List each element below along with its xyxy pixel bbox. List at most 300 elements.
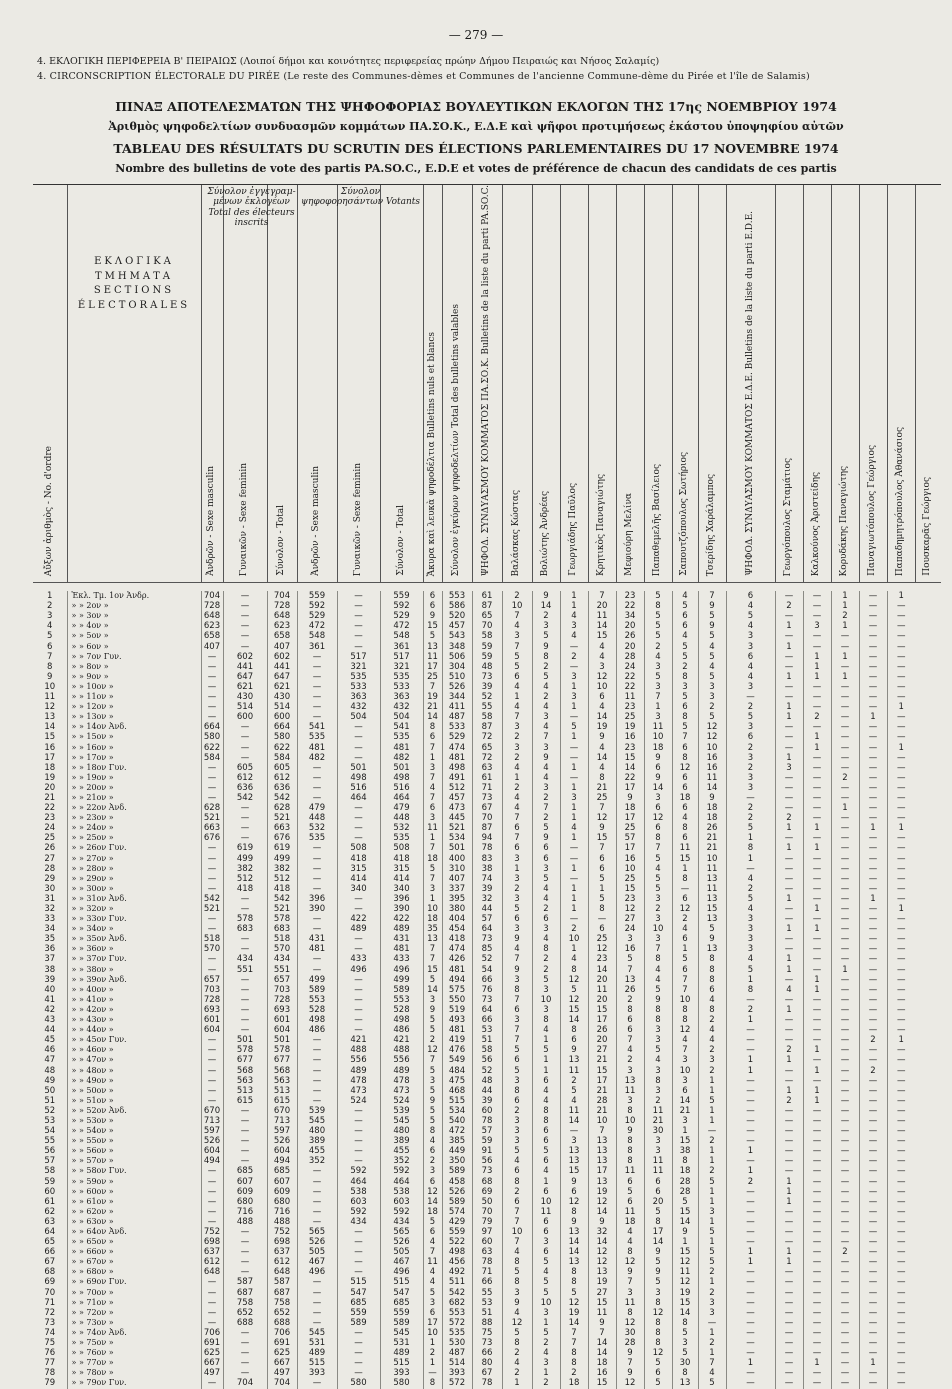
cell: 9 <box>423 611 442 621</box>
cell: — <box>803 611 831 621</box>
cell: 658 <box>267 631 297 641</box>
cell: — <box>297 1187 337 1197</box>
cell: 20 <box>616 621 644 631</box>
cell: 3 <box>672 1055 698 1065</box>
cell: 1 <box>698 1197 726 1207</box>
cell: — <box>831 1045 859 1055</box>
cell: — <box>859 773 887 783</box>
cell: 612 <box>267 773 297 783</box>
cell: 4 <box>616 1237 644 1247</box>
cell: 8 <box>502 1086 532 1096</box>
cell: 13 <box>423 642 442 652</box>
row-number: 61 <box>44 1196 56 1207</box>
district-heading-french: 4. CIRCONSCRIPTION ÉLECTORALE DU PIRÉE (Le reste des Communes-dèmes et Communes de l'ancienne Commune-dème du Pirée et l'île de Salamis) <box>37 71 810 82</box>
cell: — <box>887 813 915 823</box>
cell: 609 <box>223 1187 267 1197</box>
cell: — <box>775 652 803 662</box>
cell: — <box>775 1207 803 1217</box>
table-row <box>33 975 941 985</box>
cell: 685 <box>223 1166 267 1176</box>
section-name: » » 48ον » <box>67 1066 201 1076</box>
cell: 601 <box>201 1015 223 1025</box>
cell: 586 <box>442 601 472 611</box>
cell: 8 <box>672 712 698 722</box>
cell: 551 <box>267 965 297 975</box>
cell: 2 <box>831 611 859 621</box>
cell: 8 <box>644 1328 672 1338</box>
cell: 12 <box>698 732 726 742</box>
cell: 474 <box>442 944 472 954</box>
cell: 12 <box>588 1197 616 1207</box>
row-number: 47 <box>44 1055 56 1066</box>
cell: 4 <box>698 995 726 1005</box>
cell: 21 <box>644 1116 672 1126</box>
cell: 12 <box>672 904 698 914</box>
cell: 6 <box>502 672 532 682</box>
cell: 609 <box>267 1187 297 1197</box>
cell: — <box>297 1076 337 1086</box>
section-name: » » 23ον » <box>67 813 201 823</box>
cell: — <box>803 1247 831 1257</box>
cell: 91 <box>472 1146 502 1156</box>
cell: — <box>831 1318 859 1328</box>
cell: 310 <box>442 864 472 874</box>
cell: 6 <box>672 934 698 944</box>
cell: — <box>775 1277 803 1287</box>
cell: 8 <box>560 1348 588 1358</box>
cell: 8 <box>560 1277 588 1287</box>
cell: 393 <box>297 1368 337 1378</box>
row-number: 16 <box>44 742 56 753</box>
cell: 728 <box>267 601 297 611</box>
cell: 604 <box>201 1025 223 1035</box>
cell: 1 <box>532 1177 560 1187</box>
cell: 5 <box>588 874 616 884</box>
row-number: 40 <box>44 984 56 995</box>
cell: — <box>223 1338 267 1348</box>
cell: 1 <box>803 904 831 914</box>
row-number: 44 <box>44 1025 56 1036</box>
cell: 6 <box>502 1005 532 1015</box>
cell: 430 <box>223 692 267 702</box>
cell: — <box>223 1126 267 1136</box>
cell: — <box>337 732 380 742</box>
cell: — <box>223 1015 267 1025</box>
cell: 10 <box>532 1298 560 1308</box>
cell: — <box>887 1227 915 1237</box>
cell: 12 <box>423 1045 442 1055</box>
row-number: 32 <box>44 904 56 914</box>
cell: 67 <box>472 1368 502 1378</box>
cell: 3 <box>672 1076 698 1086</box>
cell: 396 <box>380 894 423 904</box>
cell: 5 <box>423 1288 442 1298</box>
cell: 1 <box>560 591 588 601</box>
cell: 14 <box>423 712 442 722</box>
cell: — <box>775 682 803 692</box>
section-name: » » 26ον Γυν. <box>67 843 201 853</box>
cell: 6 <box>423 732 442 742</box>
cell: 6 <box>672 743 698 753</box>
table-row <box>33 874 941 884</box>
cell: — <box>831 1358 859 1368</box>
cell: 496 <box>297 1267 337 1277</box>
row-number: 5 <box>47 631 53 642</box>
cell: 2 <box>423 1035 442 1045</box>
cell: 487 <box>442 712 472 722</box>
row-number: 31 <box>44 893 56 904</box>
cell: 592 <box>337 1207 380 1217</box>
cell: — <box>775 803 803 813</box>
cell: 524 <box>337 1096 380 1106</box>
table-row <box>33 662 941 672</box>
cell: — <box>297 965 337 975</box>
cell: 15 <box>588 1066 616 1076</box>
cell: 11 <box>588 611 616 621</box>
cell: 12 <box>502 1318 532 1328</box>
cell: — <box>223 1237 267 1247</box>
cell: 3 <box>726 631 775 641</box>
cell: — <box>337 894 380 904</box>
cell: 15 <box>672 1298 698 1308</box>
cell: — <box>887 763 915 773</box>
cell: 3 <box>698 1055 726 1065</box>
cell: 623 <box>201 621 223 631</box>
section-name: » » 44ον » <box>67 1025 201 1035</box>
cell: — <box>859 874 887 884</box>
cell: — <box>831 975 859 985</box>
cell: 78 <box>472 1257 502 1267</box>
cell: 348 <box>442 642 472 652</box>
cell: 6 <box>672 783 698 793</box>
cell: 48 <box>472 1076 502 1086</box>
cell: — <box>831 904 859 914</box>
cell: 612 <box>223 773 267 783</box>
cell: 508 <box>380 843 423 853</box>
row-number: 67 <box>44 1257 56 1268</box>
cell: — <box>859 753 887 763</box>
page-number: — 279 — <box>448 28 504 42</box>
cell: 70 <box>472 813 502 823</box>
cell: 10 <box>644 924 672 934</box>
cell: 14 <box>672 1217 698 1227</box>
section-name: » » 38ον » <box>67 965 201 975</box>
table-row <box>33 672 941 682</box>
cell: 3 <box>423 1298 442 1308</box>
cell: — <box>887 995 915 1005</box>
cell: — <box>803 1035 831 1045</box>
cell: 78 <box>472 1378 502 1388</box>
cell: 8 <box>698 965 726 975</box>
cell: 7 <box>423 1247 442 1257</box>
cell: — <box>803 722 831 732</box>
cell: — <box>775 1298 803 1308</box>
cell: 434 <box>267 954 297 964</box>
cell: 58 <box>472 712 502 722</box>
cell: 3 <box>644 712 672 722</box>
table-row <box>33 1055 941 1065</box>
cell: — <box>775 975 803 985</box>
cell: — <box>803 692 831 702</box>
cell: 9 <box>532 833 560 843</box>
cell: 2 <box>532 692 560 702</box>
cell: — <box>859 591 887 601</box>
cell: 526 <box>442 682 472 692</box>
cell: 516 <box>337 783 380 793</box>
cell: 1 <box>803 843 831 853</box>
cell: — <box>337 611 380 621</box>
cell: 6 <box>532 1136 560 1146</box>
cell: 430 <box>267 692 297 702</box>
cell: 670 <box>201 1106 223 1116</box>
cell: 1 <box>560 682 588 692</box>
cell: 4 <box>560 1096 588 1106</box>
col-cand-5: Μεφιούρη Μελίνα <box>616 185 644 583</box>
cell: 728 <box>201 601 223 611</box>
cell: 492 <box>442 1267 472 1277</box>
cell: 83 <box>472 854 502 864</box>
cell: 13 <box>698 874 726 884</box>
cell: — <box>223 833 267 843</box>
cell: 21 <box>588 1086 616 1096</box>
cell: — <box>297 884 337 894</box>
row-number: 71 <box>44 1297 56 1308</box>
section-name: » » 20ον » <box>67 783 201 793</box>
cell: — <box>775 1358 803 1368</box>
cell: — <box>201 1197 223 1207</box>
cell: — <box>201 1207 223 1217</box>
cell: 513 <box>267 1086 297 1096</box>
cell: 592 <box>380 601 423 611</box>
cell: 3 <box>502 1126 532 1136</box>
cell: — <box>831 1277 859 1287</box>
section-name: » » 58ον Γυν. <box>67 1166 201 1176</box>
cell: 23 <box>616 702 644 712</box>
cell: — <box>337 995 380 1005</box>
cell: 71 <box>472 1267 502 1277</box>
cell: — <box>337 1227 380 1237</box>
cell: — <box>726 1086 775 1096</box>
cell: 8 <box>423 1126 442 1136</box>
cell: 1 <box>726 1247 775 1257</box>
cell: 23 <box>616 894 644 904</box>
cell: — <box>775 631 803 641</box>
cell: 8 <box>532 652 560 662</box>
cell: 2 <box>698 1338 726 1348</box>
cell: 11 <box>672 843 698 853</box>
cell: — <box>297 672 337 682</box>
cell: — <box>803 1177 831 1187</box>
cell: 1 <box>726 1015 775 1025</box>
cell: 448 <box>380 813 423 823</box>
cell: 526 <box>297 1237 337 1247</box>
cell: 2 <box>775 813 803 823</box>
cell: 7 <box>644 843 672 853</box>
cell: 1 <box>775 1177 803 1187</box>
cell: 600 <box>223 712 267 722</box>
table-row <box>33 894 941 904</box>
section-name: » » 57ον » <box>67 1156 201 1166</box>
cell: — <box>859 1116 887 1126</box>
cell: 72 <box>472 732 502 742</box>
cell: 688 <box>223 1318 267 1328</box>
cell: 14 <box>616 763 644 773</box>
cell: 1 <box>698 1237 726 1247</box>
cell: 8 <box>560 1267 588 1277</box>
cell: — <box>775 904 803 914</box>
cell: 5 <box>644 1207 672 1217</box>
section-name: » » 8ον » <box>67 662 201 672</box>
cell: 19 <box>588 722 616 732</box>
cell: — <box>726 1328 775 1338</box>
cell: 3 <box>502 1288 532 1298</box>
cell: 647 <box>223 672 267 682</box>
cell: 8 <box>532 1106 560 1116</box>
cell: 10 <box>698 743 726 753</box>
cell: — <box>297 712 337 722</box>
cell: 1 <box>698 1348 726 1358</box>
row-number: 69 <box>44 1277 56 1288</box>
cell: — <box>887 914 915 924</box>
cell: 505 <box>297 1247 337 1257</box>
cell: — <box>297 773 337 783</box>
cell: 652 <box>267 1308 297 1318</box>
cell: — <box>201 1187 223 1197</box>
cell: — <box>726 793 775 803</box>
cell: — <box>887 1187 915 1197</box>
cell: — <box>201 662 223 672</box>
cell: 18 <box>423 1207 442 1217</box>
cell: — <box>859 975 887 985</box>
cell: 563 <box>267 1076 297 1086</box>
cell: 493 <box>442 1015 472 1025</box>
cell: — <box>297 924 337 934</box>
cell: 5 <box>726 611 775 621</box>
cell: 20 <box>588 975 616 985</box>
cell: — <box>803 944 831 954</box>
cell: — <box>887 884 915 894</box>
cell: — <box>297 1197 337 1207</box>
cell: 501 <box>380 763 423 773</box>
cell: 501 <box>442 843 472 853</box>
cell: 4 <box>672 1035 698 1045</box>
cell: 8 <box>644 833 672 843</box>
col-ede-cand-4: Παναγιωτόπουλος Γεώργιος <box>859 185 887 583</box>
cell: — <box>887 1277 915 1287</box>
cell: 8 <box>502 1177 532 1187</box>
row-number: 38 <box>44 964 56 975</box>
section-name: » » 9ον » <box>67 672 201 682</box>
cell: 15 <box>588 1378 616 1388</box>
cell: 13 <box>698 944 726 954</box>
cell: 13 <box>560 1146 588 1156</box>
cell: 68 <box>472 1177 502 1187</box>
cell: 3 <box>532 621 560 631</box>
col-cand-7: Σαπουτζόπουλος Σωτήριος <box>672 185 698 583</box>
cell: 602 <box>267 652 297 662</box>
cell: — <box>887 1378 915 1388</box>
cell: 5 <box>644 631 672 641</box>
cell: 16 <box>588 1368 616 1378</box>
section-name: » » 18ον Γυν. <box>67 763 201 773</box>
cell: 19 <box>672 1288 698 1298</box>
cell: 6 <box>616 1015 644 1025</box>
cell: 663 <box>267 823 297 833</box>
row-number: 1 <box>47 591 53 602</box>
cell: — <box>859 1136 887 1146</box>
cell: 2 <box>502 732 532 742</box>
cell: 486 <box>297 1025 337 1035</box>
col-blank-invalid: Ἄκυρα καὶ λευκὰ ψηφοδέλτια Bulletins nuls et blancs <box>423 185 442 583</box>
section-name: » » 41ον » <box>67 995 201 1005</box>
cell: 683 <box>223 924 267 934</box>
table-row <box>33 1106 941 1116</box>
cell: 5 <box>644 854 672 864</box>
cell: — <box>859 1267 887 1277</box>
cell: 515 <box>337 1277 380 1287</box>
cell: 3 <box>803 621 831 631</box>
cell: — <box>223 1247 267 1257</box>
cell: — <box>223 934 267 944</box>
cell: 2 <box>616 995 644 1005</box>
cell: 15 <box>616 884 644 894</box>
cell: 8 <box>616 1308 644 1318</box>
cell: 5 <box>644 1045 672 1055</box>
cell: — <box>803 702 831 712</box>
cell: 389 <box>297 1136 337 1146</box>
cell: 12 <box>644 813 672 823</box>
cell: 414 <box>337 874 380 884</box>
cell: 3 <box>502 924 532 934</box>
cell: 628 <box>267 803 297 813</box>
cell: — <box>831 722 859 732</box>
row-number: 62 <box>44 1206 56 1217</box>
cell: 12 <box>672 1025 698 1035</box>
cell: 8 <box>672 1368 698 1378</box>
cell: 19 <box>588 1187 616 1197</box>
cell: 9 <box>560 1177 588 1187</box>
cell: 1 <box>698 1086 726 1096</box>
cell: 8 <box>672 753 698 763</box>
table-row <box>33 1177 941 1187</box>
cell: 10 <box>532 995 560 1005</box>
cell: 3 <box>672 1338 698 1348</box>
cell: 11 <box>644 1166 672 1176</box>
cell: — <box>337 1368 380 1378</box>
cell: 3 <box>423 1076 442 1086</box>
row-number: 78 <box>44 1368 56 1379</box>
cell: 542 <box>223 793 267 803</box>
cell: — <box>831 1025 859 1035</box>
cell: 4 <box>532 722 560 732</box>
cell: 5 <box>726 894 775 904</box>
cell: — <box>223 591 267 601</box>
cell: — <box>887 1247 915 1257</box>
cell: — <box>337 1106 380 1116</box>
cell: — <box>859 1197 887 1207</box>
cell: 363 <box>337 692 380 702</box>
cell: 589 <box>337 1318 380 1328</box>
cell: 10 <box>423 1328 442 1338</box>
row-number: 37 <box>44 954 56 965</box>
cell: 1 <box>887 743 915 753</box>
cell: — <box>775 1015 803 1025</box>
cell: 18 <box>616 1217 644 1227</box>
cell: 5 <box>502 662 532 672</box>
cell: 5 <box>672 1348 698 1358</box>
section-name: » » 46ον » <box>67 1045 201 1055</box>
cell: — <box>803 601 831 611</box>
